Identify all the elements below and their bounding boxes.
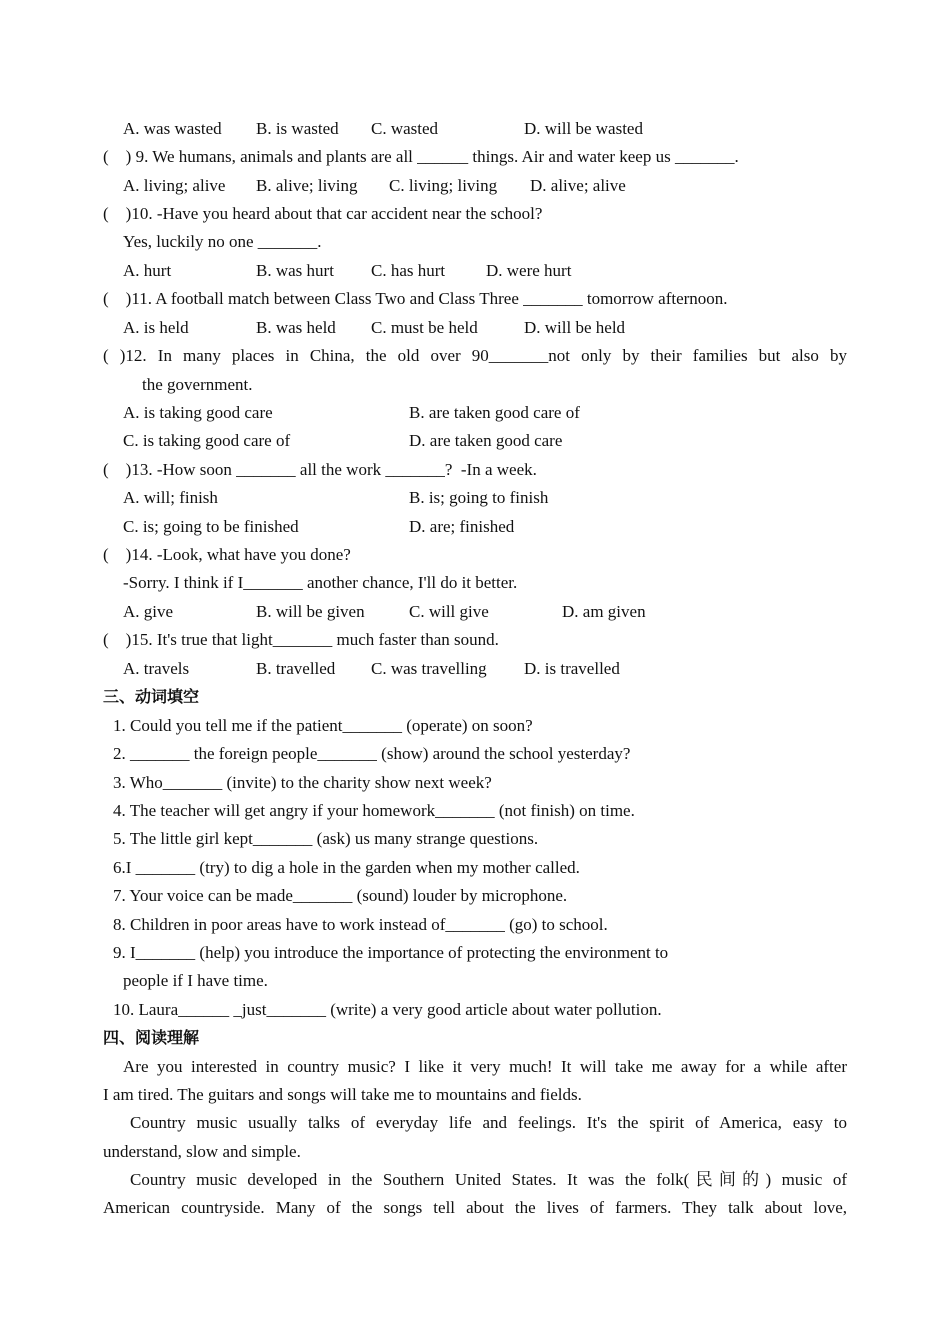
q9-option-d: D. alive; alive <box>530 176 626 195</box>
q10-stem-line2: Yes, luckily no one _______. <box>123 232 322 251</box>
q10-option-c: C. has hurt <box>371 261 446 280</box>
reading-line-3: Country music usually talks of everyday life and feelings. It's the spirit of America, easy to <box>130 1113 847 1132</box>
q12-option-d: D. are taken good care <box>409 431 563 450</box>
q13-option-c: C. is; going to be finished <box>123 517 299 536</box>
q13-stem: ( )13. -How soon _______ all the work _______? -In a week. <box>103 460 537 479</box>
q11-option-a: A. is held <box>123 318 189 337</box>
fill-item-8: 8. Children in poor areas have to work instead of_______ (go) to school. <box>113 915 608 934</box>
fill-item-9-cont: people if I have time. <box>123 971 268 990</box>
q14-option-b: B. will be given <box>256 602 365 621</box>
q15-option-a: A. travels <box>123 659 190 678</box>
reading-line-1: Are you interested in country music? I like it very much! It will take me away for a while after <box>123 1057 847 1076</box>
q15-stem: ( )15. It's true that light_______ much faster than sound. <box>103 630 499 649</box>
q11-option-b: B. was held <box>256 318 336 337</box>
q15-option-c: C. was travelling <box>371 659 487 678</box>
section3-heading: 三、动词填空 <box>103 687 200 706</box>
q12-stem: ( )12. In many places in China, the old over 90_______not only by their families but also by <box>103 346 847 365</box>
q14-option-a: A. give <box>123 602 174 621</box>
q10-option-a: A. hurt <box>123 261 172 280</box>
q14-option-d: D. am given <box>562 602 646 621</box>
q8-option-b: B. is wasted <box>256 119 339 138</box>
q15-option-d: D. is travelled <box>524 659 620 678</box>
q14-stem-line2: -Sorry. I think if I_______ another chance, I'll do it better. <box>123 573 518 592</box>
fill-item-7: 7. Your voice can be made_______ (sound) louder by microphone. <box>113 886 568 905</box>
fill-item-3: 3. Who_______ (invite) to the charity show next week? <box>113 773 492 792</box>
fill-item-10: 10. Laura______ _just_______ (write) a very good article about water pollution. <box>113 1000 662 1019</box>
q8-option-a: A. was wasted <box>123 119 222 138</box>
reading-line-5: Country music developed in the Southern United States. It was the folk(民间的) music of <box>130 1170 847 1189</box>
q12-stem-line2: the government. <box>142 375 253 394</box>
section4-heading: 四、阅读理解 <box>103 1028 200 1047</box>
q8-option-c: C. wasted <box>371 119 439 138</box>
reading-line-6: American countryside. Many of the songs tell about the lives of farmers. They talk about love, <box>103 1198 847 1217</box>
q9-option-b: B. alive; living <box>256 176 358 195</box>
q12-option-b: B. are taken good care of <box>409 403 580 422</box>
q11-option-c: C. must be held <box>371 318 478 337</box>
q9-option-a: A. living; alive <box>123 176 226 195</box>
q13-option-b: B. is; going to finish <box>409 488 549 507</box>
q10-option-b: B. was hurt <box>256 261 334 280</box>
fill-item-2: 2. _______ the foreign people_______ (show) around the school yesterday? <box>113 744 631 763</box>
fill-item-9: 9. I_______ (help) you introduce the importance of protecting the environment to <box>113 943 669 962</box>
q12-option-c: C. is taking good care of <box>123 431 291 450</box>
fill-item-6: 6.I _______ (try) to dig a hole in the garden when my mother called. <box>113 858 580 877</box>
q13-option-d: D. are; finished <box>409 517 515 536</box>
q14-option-c: C. will give <box>409 602 489 621</box>
q8-option-d: D. will be wasted <box>524 119 643 138</box>
reading-line-2: I am tired. The guitars and songs will take me to mountains and fields. <box>103 1085 582 1104</box>
q9-option-c: C. living; living <box>389 176 498 195</box>
q15-option-b: B. travelled <box>256 659 336 678</box>
q11-option-d: D. will be held <box>524 318 626 337</box>
fill-item-5: 5. The little girl kept_______ (ask) us many strange questions. <box>113 829 539 848</box>
reading-line-4: understand, slow and simple. <box>103 1142 301 1161</box>
fill-item-4: 4. The teacher will get angry if your homework_______ (not finish) on time. <box>113 801 635 820</box>
q11-stem: ( )11. A football match between Class Two and Class Three _______ tomorrow afternoon. <box>103 289 728 308</box>
q12-option-a: A. is taking good care <box>123 403 273 422</box>
q10-stem: ( )10. -Have you heard about that car accident near the school? <box>103 204 543 223</box>
q14-stem: ( )14. -Look, what have you done? <box>103 545 351 564</box>
q13-option-a: A. will; finish <box>123 488 218 507</box>
fill-item-1: 1. Could you tell me if the patient_______ (operate) on soon? <box>113 716 533 735</box>
q10-option-d: D. were hurt <box>486 261 572 280</box>
q9-stem: ( ) 9. We humans, animals and plants are all ______ things. Air and water keep us _______. <box>103 147 739 166</box>
